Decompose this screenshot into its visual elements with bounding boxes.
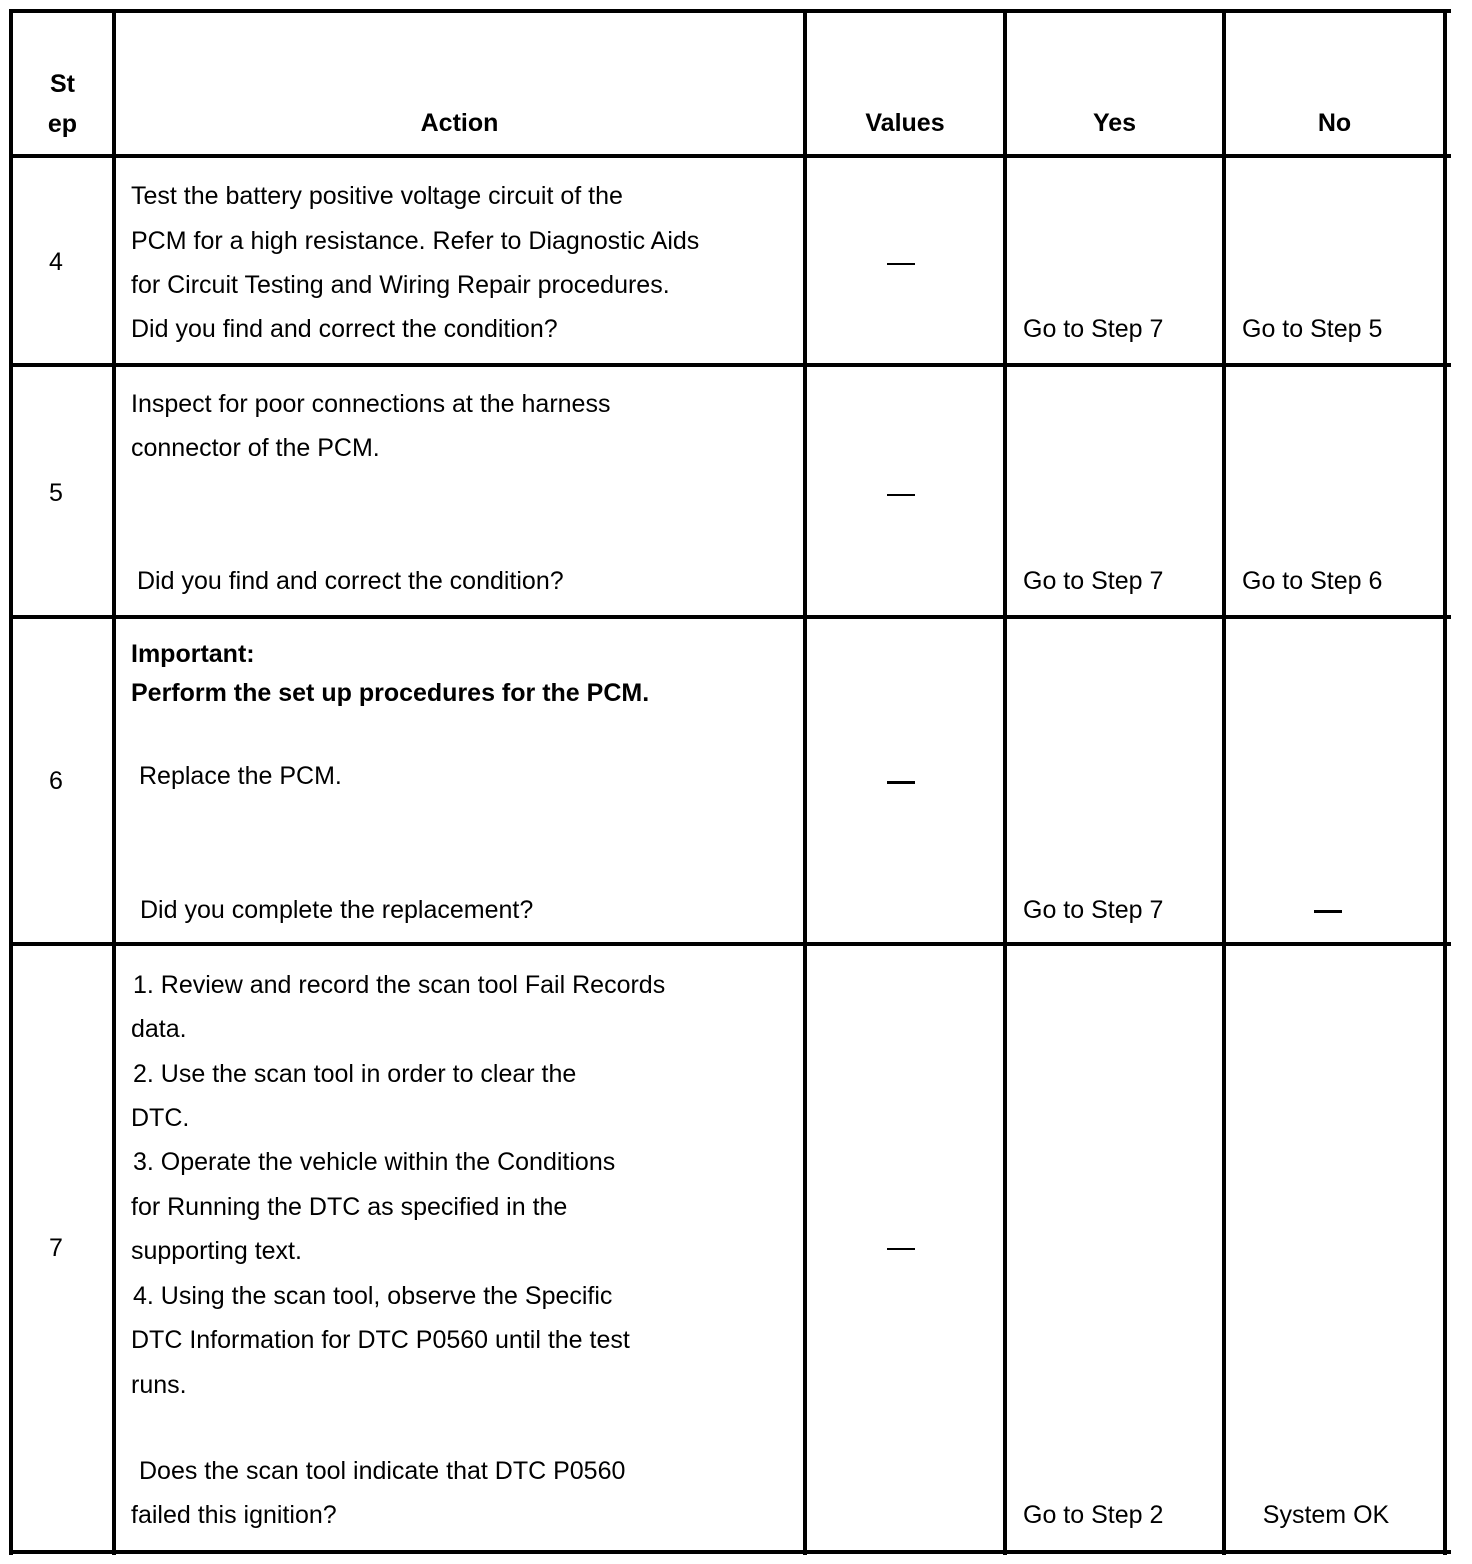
yes-result: Go to Step 7 [1023,315,1164,343]
header-step: ep [47,110,78,138]
no-result: System OK [1262,1501,1390,1529]
grid-line [1222,9,1226,1555]
header-action: Action [420,109,499,137]
yes-result: Go to Step 7 [1023,567,1164,595]
header-no: No [1317,109,1352,137]
step-number: 6 [49,767,63,795]
values-dash [887,263,915,265]
action-text: DTC. [131,1104,190,1132]
action-text: for Circuit Testing and Wiring Repair procedures. [131,271,670,299]
step-number: 5 [49,479,63,507]
yes-result: Go to Step 2 [1023,1501,1164,1529]
grid-line [9,363,1451,367]
values-cell-text [870,770,930,771]
header-step: St [50,70,75,98]
action-text: Test the battery positive voltage circuit of the [131,182,623,210]
action-text: DTC Information for DTC P0560 until the test [131,1326,630,1354]
values-dash [887,781,915,784]
grid-line [9,9,1451,13]
no-result-dash [1314,910,1342,913]
action-text: Did you find and correct the condition? [137,567,564,595]
grid-line [9,154,1451,158]
action-text: for Running the DTC as specified in the [131,1193,568,1221]
action-text: 3. Operate the vehicle within the Conditions [133,1148,616,1176]
action-text: PCM for a high resistance. Refer to Diagnostic Aids [131,227,700,255]
values-dash [887,1248,915,1250]
grid-line [9,942,1451,946]
header-yes: Yes [1092,109,1137,137]
values-cell-text [870,251,930,252]
values-cell-text [870,1237,930,1238]
action-text: 2. Use the scan tool in order to clear the [133,1060,577,1088]
important-label: Important: [131,640,255,668]
action-text: Does the scan tool indicate that DTC P0560 [139,1457,626,1485]
important-text: Perform the set up procedures for the PCM. [131,679,650,707]
no-result: Go to Step 6 [1242,567,1383,595]
action-text: connector of the PCM. [131,434,380,462]
grid-line [9,615,1451,619]
step-number: 4 [49,248,63,276]
action-text: 4. Using the scan tool, observe the Specific [133,1282,613,1310]
action-text: Replace the PCM. [139,762,342,790]
grid-line [9,1550,1451,1554]
action-text: 1. Review and record the scan tool Fail Records [133,971,666,999]
yes-result: Go to Step 7 [1023,896,1164,924]
grid-line [112,9,116,1555]
grid-line [803,9,807,1555]
step-number: 7 [49,1234,63,1262]
values-cell-text [870,482,930,483]
no-cell-text [1300,900,1360,901]
action-text: data. [131,1015,187,1043]
header-values: Values [865,109,945,137]
action-text: Did you find and correct the condition? [131,315,558,343]
values-dash [887,494,915,496]
action-text: Inspect for poor connections at the harness [131,390,611,418]
grid-line [1443,9,1447,1555]
grid-line [1003,9,1007,1555]
action-text: runs. [131,1371,187,1399]
action-text: supporting text. [131,1237,302,1265]
action-text: Did you complete the replacement? [140,896,534,924]
no-result: Go to Step 5 [1242,315,1383,343]
action-text: failed this ignition? [131,1501,337,1529]
